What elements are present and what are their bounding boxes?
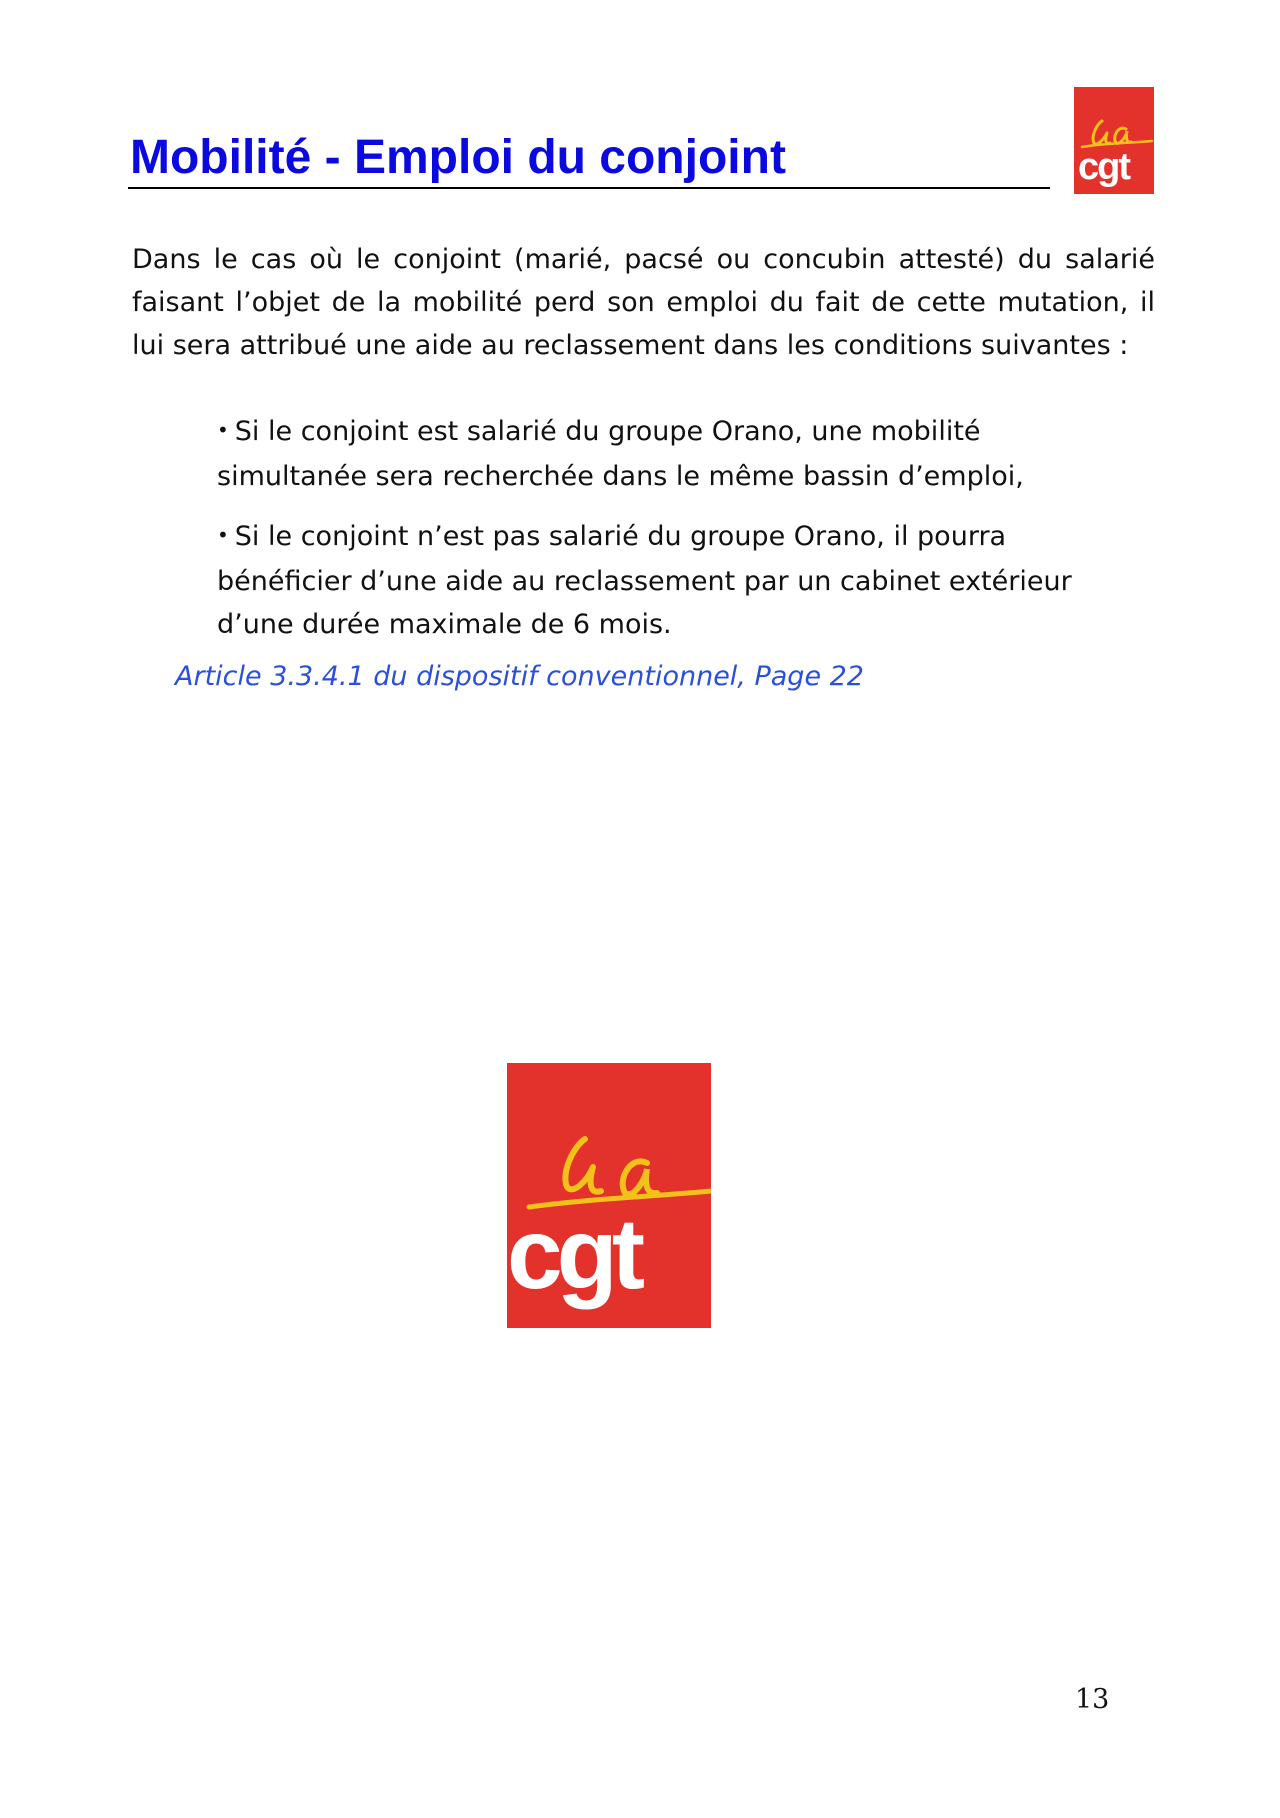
bullet-icon: • (217, 418, 229, 442)
cgt-logo-header (1074, 87, 1154, 194)
page-number: 13 (1075, 1684, 1110, 1715)
cgt-logo-icon (1074, 87, 1154, 194)
list-item-line: Si le conjoint est salarié du groupe Orano, une mobilité (234, 416, 981, 447)
list-item-line: Si le conjoint n’est pas salarié du groupe Orano, il pourra (234, 521, 1007, 552)
intro-paragraph: Dans le cas où le conjoint (marié, pacsé ou concubin attesté) du salarié faisant l’objet de la mobilité perd son emploi du fait de cette mutation, il lui sera attribué une aide au reclassement dans les conditions suivantes : (132, 244, 1155, 361)
list-item (217, 410, 1117, 498)
page-title: Mobilité - Emploi du conjoint (130, 131, 786, 184)
article-reference: Article 3.3.4.1 du dispositif conventionnel, Page 22 (175, 661, 864, 692)
svg-text:cgt: cgt (1078, 146, 1129, 188)
list-item-line: simultanée sera recherchée dans le même bassin d’emploi, (217, 461, 1024, 492)
cgt-logo-main (507, 1063, 711, 1328)
svg-text:cgt: cgt (507, 1198, 639, 1310)
list-item-line: bénéficier d’une aide au reclassement par un cabinet extérieur (217, 566, 1072, 597)
list-item (217, 515, 1117, 646)
cgt-logo-icon (507, 1063, 711, 1328)
title-underline (128, 187, 1050, 189)
conditions-list (217, 410, 1117, 663)
list-item-line: d’une durée maximale de 6 mois. (217, 609, 672, 640)
bullet-icon: • (217, 523, 229, 547)
